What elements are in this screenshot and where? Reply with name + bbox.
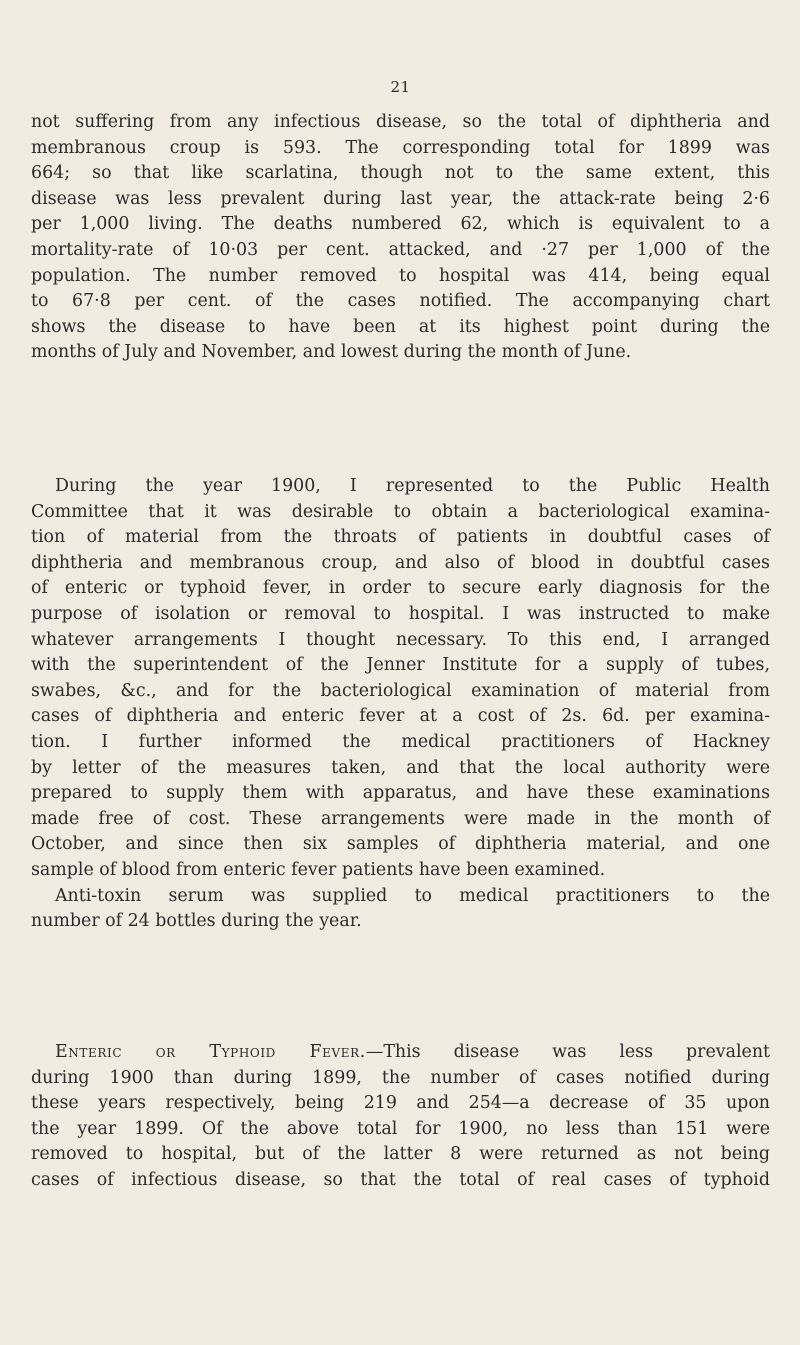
page-number: 21 — [390, 78, 411, 96]
text-line: sample of blood from enteric fever patients have been examined. — [31, 859, 606, 880]
text-line: purpose of isolation or removal to hospital. I was instructed to make — [31, 603, 770, 624]
text-line: these years respectively, being 219 and 254—a decrease of 35 upon — [31, 1093, 770, 1114]
text-line: Committee that it was desirable to obtain a bacteriological examina- — [31, 501, 770, 522]
text-line: number of 24 bottles during the year. — [31, 911, 362, 932]
text-line: shows the disease to have been at its highest point during the — [31, 316, 770, 337]
text-fragment: —This disease was less prevalent — [365, 1042, 771, 1062]
text-line: cases of infectious disease, so that the total of real cases of typhoid — [31, 1169, 770, 1190]
text-line: 664; so that like scarlatina, though not to the same extent, this — [31, 163, 770, 184]
text-line: cases of diphtheria and enteric fever at a cost of 2s. 6d. per examina- — [31, 706, 770, 727]
text-line: of enteric or typhoid fever, in order to secure early diagnosis for the — [31, 578, 770, 599]
text-line: by letter of the measures taken, and that the local authority were — [31, 757, 770, 778]
text-line: tion. I further informed the medical practitioners of Hackney — [31, 731, 770, 752]
text-line: months of July and November, and lowest during the month of June. — [31, 342, 632, 363]
text-line: membranous croup is 593. The corresponding total for 1899 was — [31, 137, 770, 158]
text-line: removed to hospital, but of the latter 8 were returned as not being — [31, 1144, 770, 1165]
text-line: during 1900 than during 1899, the number of cases notified during — [31, 1067, 770, 1088]
text-line: October, and since then six samples of diphtheria material, and one — [31, 834, 770, 855]
text-line: made free of cost. These arrangements were made in the month of — [31, 808, 770, 829]
text-line: Anti-toxin serum was supplied to medical practitioners to the — [55, 885, 770, 906]
paragraph-bacteriological-examination — [31, 474, 770, 935]
text-line: diphtheria and membranous croup, and also of blood in doubtful cases — [31, 552, 770, 573]
text-line: with the superintendent of the Jenner Institute for a supply of tubes, — [31, 655, 770, 676]
text-line: prepared to supply them with apparatus, and have these examinations — [31, 783, 770, 804]
text-line: population. The number removed to hospital was 414, being equal — [31, 265, 770, 286]
text-line: During the year 1900, I represented to the Public Health — [55, 476, 770, 496]
text-line: swabes, &c., and for the bacteriological examination of material from — [31, 680, 770, 701]
text-line: not suffering from any infectious disease, so the total of diphtheria and — [31, 112, 770, 132]
text-line: the year 1899. Of the above total for 1900, no less than 151 were — [31, 1118, 770, 1139]
text-line — [31, 1040, 770, 1066]
section-heading: Enteric or Typhoid Fever. — [55, 1042, 366, 1062]
text-line: mortality-rate of 10·03 per cent. attacked, and ·27 per 1,000 of the — [31, 239, 770, 260]
text-line: whatever arrangements I thought necessary. To this end, I arranged — [31, 629, 770, 650]
text-line: to 67·8 per cent. of the cases notified. The accompanying chart — [31, 291, 770, 312]
paragraph-enteric-fever — [31, 1040, 770, 1194]
paragraph-diphtheria-summary — [31, 110, 770, 366]
text-line: per 1,000 living. The deaths numbered 62, which is equivalent to a — [31, 214, 770, 235]
text-line: tion of material from the throats of patients in doubtful cases of — [31, 527, 770, 548]
text-line: disease was less prevalent during last year, the attack-rate being 2·6 — [31, 188, 770, 209]
